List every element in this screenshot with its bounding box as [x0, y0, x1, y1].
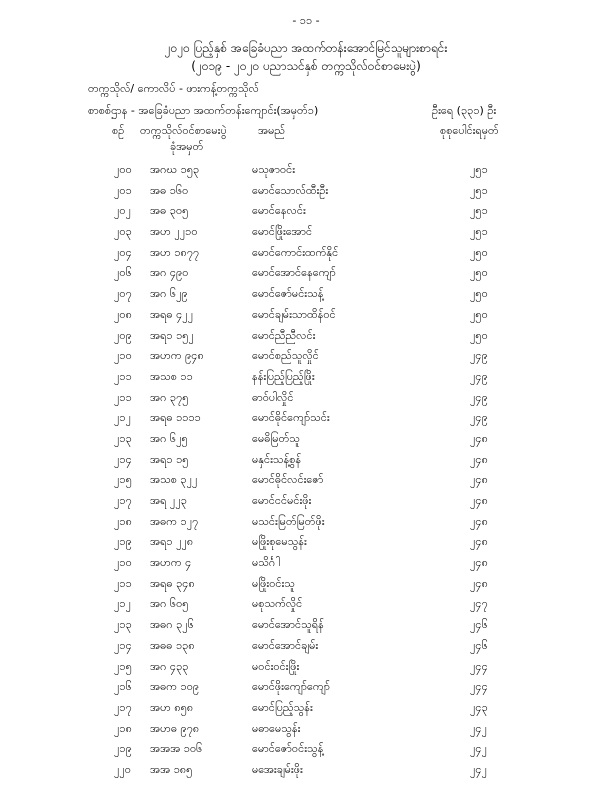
total-score: ၂၄၉: [470, 349, 488, 363]
registration-number: အဓ ၃၀၅: [150, 204, 189, 218]
row-number: ၂၁၁: [114, 576, 132, 590]
row-number: ၂၁၄: [114, 638, 132, 652]
total-score: ၂၄၂: [470, 742, 487, 756]
row-number: ၂၀၉: [114, 328, 132, 342]
row-number: ၂၀၂: [114, 204, 131, 218]
results-list: [0, 160, 612, 781]
registration-number: အအ ၁၈၅: [150, 762, 193, 776]
student-name: မသင်းမြတ်မြတ်ဖိုး: [252, 514, 325, 528]
total-score: ၂၄၂: [470, 721, 487, 735]
student-name: မေဓိမြတ်သူ: [252, 431, 300, 445]
total-score: ၂၅၀: [470, 328, 488, 342]
total-score: ၂၄၆: [470, 618, 488, 632]
total-score: ၂၅၀: [470, 307, 488, 321]
student-name: မောင်နေလင်း: [252, 204, 306, 218]
table-row: [0, 532, 612, 553]
registration-number: အဂ ၆၂၉: [150, 287, 188, 301]
student-name: ဓာဝ်ပါလှိုင်: [252, 390, 294, 404]
table-row: [0, 719, 612, 740]
registration-number: အဂ ၆၀၅: [150, 597, 189, 611]
student-name: မောင်အောင်ချမ်း: [252, 638, 319, 652]
total-score: ၂၄၈: [470, 556, 488, 570]
table-row: [0, 408, 612, 429]
registration-number: အဂ ၃၇၅: [150, 390, 189, 404]
table-row: [0, 491, 612, 512]
table-row: [0, 553, 612, 574]
student-name: မောင်သောလ်ထီးဦး: [252, 183, 329, 197]
table-row: [0, 305, 612, 326]
total-score: ၂၄၂: [470, 762, 487, 776]
table-row: [0, 677, 612, 698]
total-score: ၂၄၉: [470, 369, 488, 383]
table-row: [0, 284, 612, 305]
registration-number: အဓ ၁၆၀: [150, 183, 189, 197]
document-title-line-2: (၂၀၁၉ - ၂၀၂၀ ပညာသင်နှစ် တက္ကသိုလ်ဝင်စာမေးပွဲ): [191, 59, 421, 73]
header-registration-line-2: ခုံအမှတ်: [170, 140, 204, 153]
table-row: [0, 222, 612, 243]
table-row: [0, 367, 612, 388]
row-number: ၂၁၂: [114, 597, 131, 611]
table-row: [0, 594, 612, 615]
total-score: ၂၄၈: [470, 494, 488, 507]
total-score: ၂၄၈: [470, 576, 488, 590]
registration-number: အဓဂ ၃၂၆: [150, 618, 194, 632]
total-score: ၂၄၃: [470, 700, 488, 714]
header-score: စုစုပေါင်းရမှတ်: [440, 124, 499, 137]
student-name: မောင်စည်သူလှိုင်: [252, 349, 319, 363]
row-number: ၂၁၃: [114, 431, 132, 445]
student-name: မသိင်္ဂါ: [252, 556, 281, 570]
registration-number: အဓဓ ၁၃၈: [150, 638, 195, 652]
total-score: ၂၅၀: [470, 266, 488, 280]
student-name: မနှင်းသန့်စွန်: [252, 452, 302, 466]
student-name: မောင်ဇော်မင်းသန့်: [252, 287, 324, 301]
registration-number: အဂ ၄၉၀: [150, 266, 189, 280]
student-name: မောင်အောင်နေကျော်: [252, 266, 336, 280]
row-number: ၂၀၁: [114, 183, 132, 197]
university-line: တက္ကသိုလ်/ ကောလိပ် - ဖားကန့်တက္ကသိုလ်: [88, 82, 259, 95]
student-name: မောင်ဓိုင်ကျော်သင်း: [252, 411, 330, 425]
registration-number: အဂ ၄၃၃: [150, 659, 189, 673]
table-row: [0, 698, 612, 719]
table-row: [0, 263, 612, 284]
table-row: [0, 470, 612, 491]
registration-number: အဓက ၁၂၇: [150, 514, 199, 528]
total-score: ၂၅၀: [470, 245, 488, 259]
total-score: ၂၄၉: [470, 390, 488, 404]
registration-number: အဟဓ ၉၇၈: [150, 721, 200, 735]
student-name: မောင်ညီညီလင်း: [252, 328, 316, 342]
table-row: [0, 201, 612, 222]
student-name: မောင်ကောင်းထက်နိုင်: [252, 245, 339, 259]
row-number: ၂၀၃: [114, 225, 132, 239]
row-number: ၂၁၁: [114, 390, 132, 404]
registration-number: အဟက ၄: [150, 556, 192, 570]
table-row: [0, 181, 612, 202]
total-score: ၂၅၁: [470, 183, 488, 197]
row-number: ၂၀၀: [114, 163, 132, 176]
registration-number: အဟ ၁၈၇၇: [150, 245, 200, 259]
total-score: ၂၄၄: [470, 680, 488, 694]
total-score: ၂၅၀: [470, 287, 488, 301]
student-name: နန်းပြည့်ပြည့်ဖြိုး: [252, 369, 315, 383]
table-row: [0, 636, 612, 657]
row-number: ၂၀၇: [114, 287, 132, 301]
student-name: မောင်ဓိုင်လင်းဇော်: [252, 473, 324, 487]
header-no: စဉ်: [112, 124, 125, 137]
registration-number: အဓက ၁၀၉: [150, 680, 200, 694]
total-count-label: ဦးရေ (၃၃၁) ဦး: [432, 104, 497, 117]
student-name: မောင်ဖြိုးအောင်: [252, 225, 313, 239]
student-name: မဓာမေသွန်း: [252, 721, 301, 735]
row-number: ၂၁၀: [114, 349, 132, 363]
row-number: ၂၁၇: [114, 494, 132, 507]
total-score: ၂၄၆: [470, 638, 488, 652]
row-number: ၂၁၈: [114, 514, 132, 528]
student-name: မဝင်းဝင်းဖြိုး: [252, 659, 300, 673]
table-row: [0, 657, 612, 678]
row-number: ၂၀၈: [114, 307, 132, 321]
table-row: [0, 739, 612, 760]
registration-number: အရ၁ ၁၅: [150, 452, 189, 466]
student-name: မောင်အောင်သူရိန်: [252, 618, 324, 632]
table-row: [0, 574, 612, 595]
row-number: ၂၁၅: [114, 473, 132, 487]
total-score: ၂၅၁: [470, 225, 488, 239]
total-score: ၂၄၉: [470, 411, 488, 425]
table-row: [0, 388, 612, 409]
table-row: [0, 615, 612, 636]
registration-number: အဂ ၆၂၅: [150, 431, 188, 445]
row-number: ၂၁၀: [114, 556, 132, 570]
page-number: - ၁၁ -: [292, 14, 320, 27]
row-number: ၂၁၁: [114, 369, 132, 383]
table-row: [0, 326, 612, 347]
row-number: ၂၀၄: [114, 245, 132, 259]
row-number: ၂၁၈: [114, 721, 132, 735]
total-score: ၂၅၁: [470, 163, 488, 176]
table-row: [0, 760, 612, 781]
registration-number: အရ၁ ၂၂၈: [150, 535, 194, 549]
registration-number: အဂဃ ၁၅၃: [150, 163, 200, 176]
table-row: [0, 346, 612, 367]
row-number: ၂၁၉: [114, 742, 132, 756]
student-name: မောင်ငင်မင်းဖိုး: [252, 494, 312, 507]
exam-center-line: စာစစ်ဌာန - အခြေခံပညာ အထက်တန်းကျောင်း(အမှတ်၁): [88, 104, 319, 117]
total-score: ၂၅၁: [470, 204, 488, 218]
row-number: ၂၁၃: [114, 618, 132, 632]
student-name: မောင်ဇော်ဝင်းသွန့်: [252, 742, 324, 756]
total-score: ၂၄၄: [470, 659, 488, 673]
row-number: ၂၁၉: [114, 535, 132, 549]
student-name: မဖြိုးဝင်းသူ: [252, 576, 295, 590]
document-title-line-1: ၂၀၂၀ ပြည့်နှစ် အခြေခံပညာ အထက်တန်းအောင်မြင်သူများစာရင်း: [164, 41, 448, 55]
student-name: မသုဇာဝင်း: [252, 163, 296, 176]
table-row: [0, 450, 612, 471]
total-score: ၂၄၈: [470, 514, 488, 528]
registration-number: အရ ၂၂၃: [150, 494, 187, 507]
student-name: မဖြိုးစုမေသွန်း: [252, 535, 307, 549]
total-score: ၂၄၈: [470, 473, 488, 487]
registration-number: အသစ ၁၁: [150, 369, 193, 383]
table-row: [0, 512, 612, 533]
student-name: မအေးချမ်းဖိုး: [252, 762, 303, 776]
row-number: ၂၀၆: [114, 266, 132, 280]
student-name: မစုသက်လှိုင်: [252, 597, 303, 611]
total-score: ၂၄၈: [470, 431, 488, 445]
registration-number: အအအ ၁၀၆: [150, 742, 203, 756]
table-row: [0, 243, 612, 264]
student-name: မောင်ပြည့်သွန်း: [252, 700, 313, 714]
registration-number: အဟ ၈၅၈: [150, 700, 194, 714]
row-number: ၂၁၄: [114, 452, 132, 466]
total-score: ၂၄၈: [470, 535, 488, 549]
header-registration-line-1: တက္ကသိုလ်ဝင်စာမေးပွဲ: [140, 124, 227, 137]
table-row: [0, 429, 612, 450]
registration-number: အရဓ ၃၄၈: [150, 576, 195, 590]
row-number: ၂၁၂: [114, 411, 131, 425]
row-number: ၂၂၀: [114, 762, 131, 776]
registration-number: အရဓ ၁၁၁၁: [150, 411, 201, 425]
row-number: ၂၁၅: [114, 659, 132, 673]
student-name: မောင်ချမ်းသာထိန်ဝင်: [252, 307, 336, 321]
total-score: ၂၄၈: [470, 452, 488, 466]
table-row: [0, 160, 612, 181]
header-name: အမည်: [258, 124, 286, 137]
registration-number: အရဓ ၄၂၂: [150, 307, 194, 321]
row-number: ၂၁၇: [114, 700, 132, 714]
registration-number: အဟ ၂၂၁၀: [150, 225, 198, 239]
student-name: မောင်ဖိုးကျော်ကျော်: [252, 680, 330, 694]
total-score: ၂၄၇: [470, 597, 488, 611]
registration-number: အသစ ၃၂၂: [150, 473, 198, 487]
row-number: ၂၁၆: [114, 680, 132, 694]
registration-number: အရ၁ ၁၅၂: [150, 328, 194, 342]
registration-number: အဟက ၉၄၈: [150, 349, 204, 363]
